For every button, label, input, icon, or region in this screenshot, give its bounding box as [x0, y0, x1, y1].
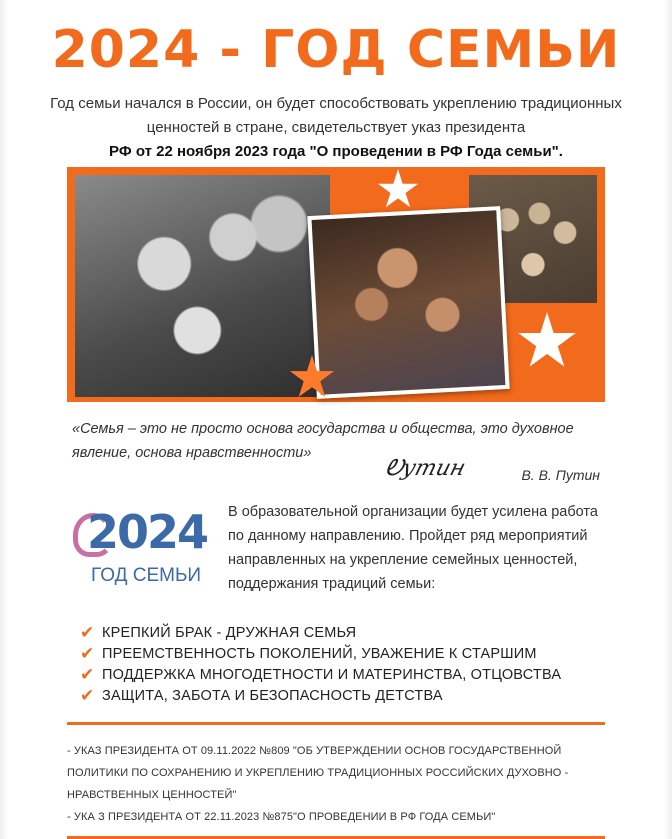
divider [67, 722, 605, 725]
intro-paragraph [40, 92, 632, 164]
list-item: ✔ ПОДДЕРЖКА МНОГОДЕТНОСТИ И МАТЕРИНСТВА, ОТЦОВСТВА [80, 664, 562, 684]
references [67, 740, 610, 828]
checkmark-icon: ✔ [80, 664, 95, 684]
family-photo-color [307, 206, 509, 399]
checkmark-icon: ✔ [80, 643, 95, 663]
intro-text: Год семьи начался в России, он будет способствовать укреплению традиционных ценностей в стране, свидетельствует указ президента [50, 95, 622, 136]
checklist [80, 622, 561, 706]
putin-quote: «Семья – это не просто основа государства и общества, это духовное явление, основа нравственности» [72, 421, 574, 461]
quote-author: В. В. Путин [521, 467, 600, 483]
page-edge-right [664, 0, 672, 839]
page-edge-left [0, 0, 8, 839]
list-item: ✔ ЗАЩИТА, ЗАБОТА И БЕЗОПАСНОСТЬ ДЕТСТВА [80, 685, 443, 705]
star-smile-icon [517, 312, 577, 372]
list-item: ✔ ПРЕЕМСТВЕННОСТЬ ПОКОЛЕНИЙ, УВАЖЕНИЕ К СТАРШИМ [80, 643, 537, 663]
intro-decree-reference: РФ от 22 ноября 2023 года "О проведении в РФ Года семьи". [109, 143, 563, 160]
family-photo-bw [75, 175, 330, 397]
page-title: 2024 - ГОД СЕМЬИ [51, 20, 621, 80]
signature-image: Ꭷутин [381, 456, 469, 481]
checkmark-icon: ✔ [80, 622, 95, 642]
logo-caption: ГОД СЕМЬИ [91, 565, 202, 586]
star-smile-icon [377, 169, 419, 211]
year-of-family-logo [73, 505, 208, 595]
reference-decree-809: - УКАЗ ПРЕЗИДЕНТА ОТ 09.11.2022 №809 "ОБ УТВЕРЖДЕНИИ ОСНОВ ГОСУДАРСТВЕННОЙ ПОЛИТИКИ ПО СОХРАНЕНИЮ И УКРЕПЛЕНИЮ ТРАДИЦИОННЫХ РОССИЙСКИХ ДУХОВНО - НРАВСТВЕННЫХ ЦЕННОСТЕЙ" [67, 745, 569, 801]
family-photo-collage [67, 167, 605, 402]
reference-decree-875: - УКА З ПРЕЗИДЕНТА ОТ 22.11.2023 №875"О ПРОВЕДЕНИИ В РФ ГОДА СЕМЬИ" [67, 811, 496, 823]
checkmark-icon: ✔ [80, 685, 95, 705]
logo-year: 2024 [87, 505, 208, 559]
list-item: ✔ КРЕПКИЙ БРАК - ДРУЖНАЯ СЕМЬЯ [80, 622, 357, 642]
program-description: В образовательной организации будет усилена работа по данному направлению. Пройдет ряд мероприятий направленных на укрепление семейных ценностей, поддержания традиций семьи: [228, 504, 598, 592]
